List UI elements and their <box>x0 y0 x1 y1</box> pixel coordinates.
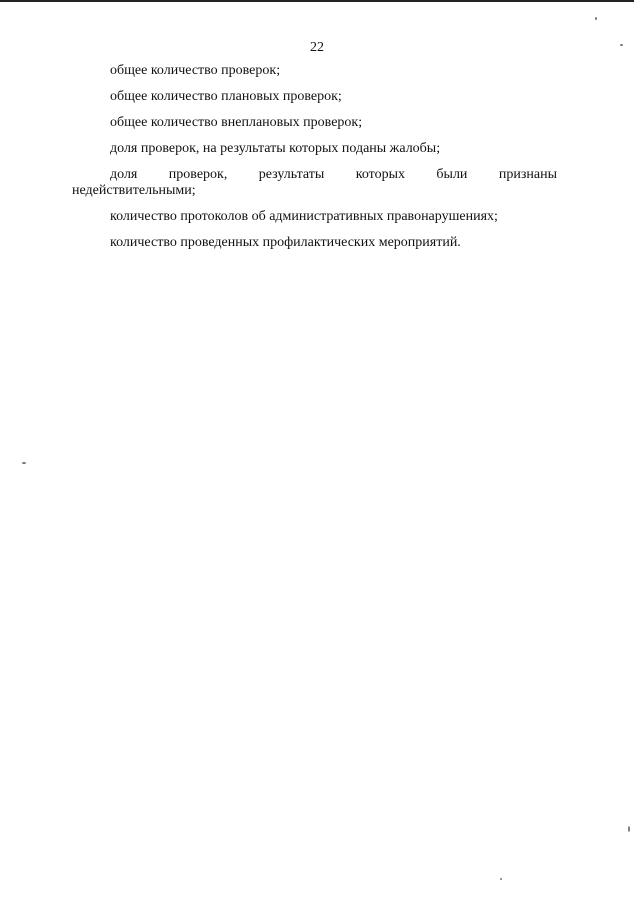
justified-line-2: недействительными; <box>72 183 196 198</box>
scan-speck <box>22 462 26 464</box>
list-item: доля проверок, на результаты которых поданы жалобы; <box>110 141 441 156</box>
top-border <box>0 0 634 2</box>
list-item: общее количество проверок; <box>110 63 281 78</box>
scan-speck <box>595 17 597 20</box>
scan-speck <box>500 878 502 880</box>
justified-line-1: доля проверок, результаты которых были признаны <box>110 167 557 182</box>
scan-speck <box>620 44 623 46</box>
document-body <box>72 63 557 251</box>
list-item: общее количество внеплановых проверок; <box>110 115 363 130</box>
list-item-justified <box>72 167 557 199</box>
list-item: количество протоколов об административных правонарушениях; <box>110 209 498 224</box>
scan-speck <box>628 826 630 832</box>
page-number: 22 <box>310 40 324 55</box>
list-item: количество проведенных профилактических мероприятий. <box>110 235 461 250</box>
list-item: общее количество плановых проверок; <box>110 89 342 104</box>
